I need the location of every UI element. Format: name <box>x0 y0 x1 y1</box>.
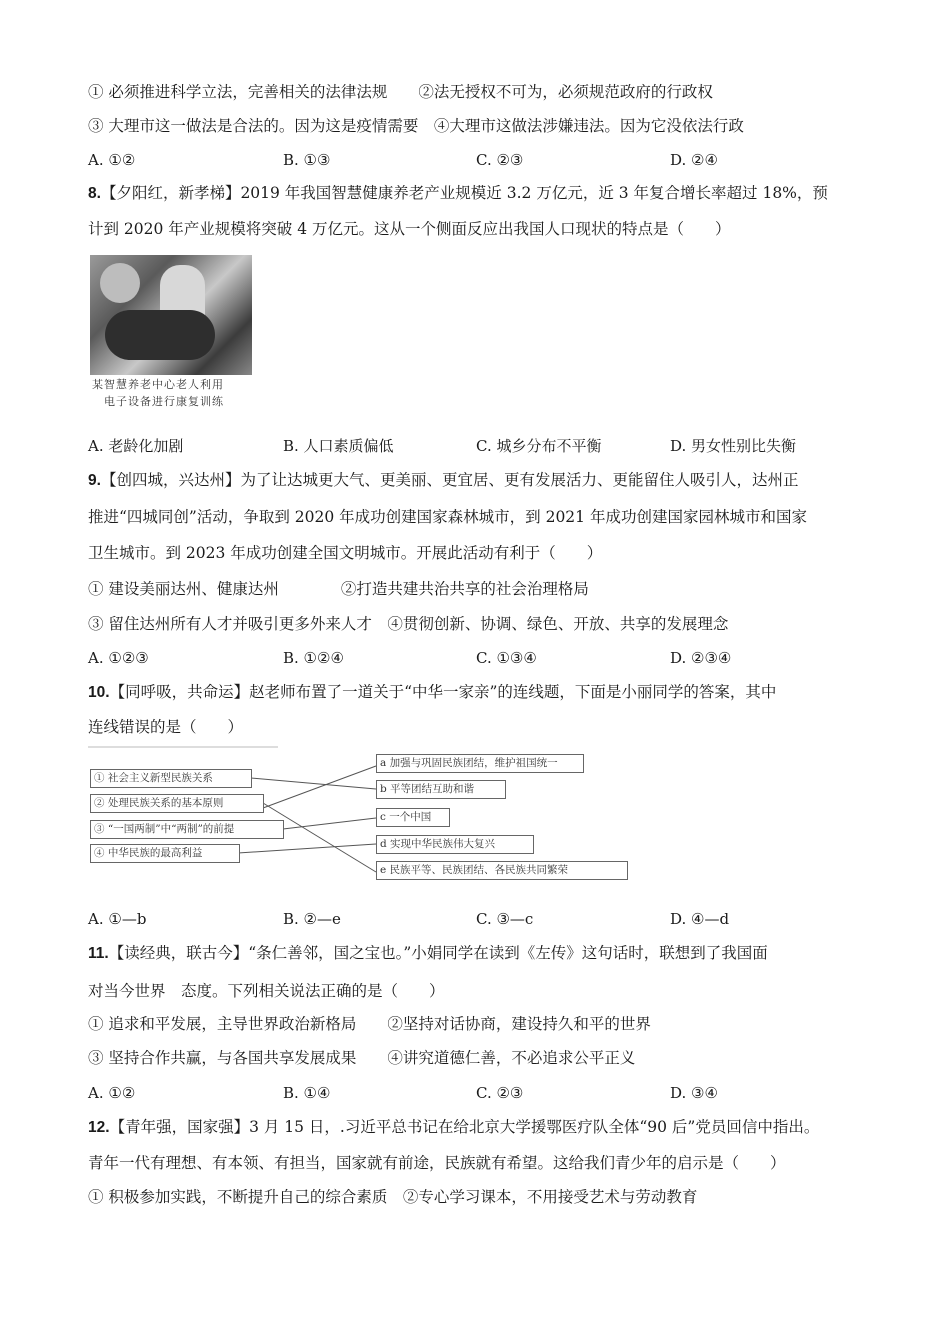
q12-stem-line-2: 青年一代有理想、有本领、有担当，国家就有前途，民族就有希望。这给我们青少年的启示是（ ） <box>88 1154 786 1172</box>
q9-number: 9. <box>88 472 101 489</box>
match-left-1: ① 社会主义新型民族关系 <box>90 769 252 788</box>
match-right-c: c 一个中国 <box>376 808 450 827</box>
q11-item-line-1: ① 追求和平发展，主导世界政治新格局 ②坚持对话协商，建设持久和平的世界 <box>88 1015 651 1033</box>
q10-stem-line-1 <box>88 682 776 703</box>
q10-number: 10. <box>88 684 110 701</box>
q12-item-line-1: ① 积极参加实践，不断提升自己的综合素质 ②专心学习课本，不用接受艺术与劳动教育 <box>88 1188 698 1206</box>
q12-number: 12. <box>88 1119 110 1136</box>
q11-option-b: B. ①④ <box>283 1084 331 1102</box>
q9-item-line-2: ③ 留住达州所有人才并吸引更多外来人才 ④贯彻创新、协调、绿色、开放、共享的发展理念 <box>88 615 729 633</box>
match-right-e: e 民族平等、民族团结、各民族共同繁荣 <box>376 861 628 880</box>
match-left-2: ② 处理民族关系的基本原则 <box>90 794 264 813</box>
q7-option-c: C. ②③ <box>476 151 524 169</box>
match-right-b: b 平等团结互助和谐 <box>376 780 506 799</box>
q11-stem-line-1 <box>88 943 768 964</box>
q9-option-c: C. ①③④ <box>476 649 537 667</box>
match-left-4: ④ 中华民族的最高利益 <box>90 844 240 863</box>
q8-option-d: D. 男女性别比失衡 <box>670 437 797 455</box>
q10-option-a: A. ①—b <box>88 910 147 928</box>
matching-diagram <box>88 745 648 895</box>
photo-shape <box>100 263 140 303</box>
q7-item-line-2: ③ 大理市这一做法是合法的。因为这是疫情需要 ④大理市这做法涉嫌违法。因为它没依法行政 <box>88 117 744 135</box>
q9-stem-line-3: 卫生城市。到 2023 年成功创建全国文明城市。开展此活动有利于（ ） <box>88 544 603 562</box>
q10-option-c: C. ③—c <box>476 910 534 928</box>
q9-item-line-1: ① 建设美丽达州、健康达州 ②打造共建共治共享的社会治理格局 <box>88 580 589 598</box>
q9-option-d: D. ②③④ <box>670 649 732 667</box>
q11-option-a: A. ①② <box>88 1084 136 1102</box>
q7-option-a: A. ①② <box>88 151 136 169</box>
q11-item-line-2: ③ 坚持合作共赢，与各国共享发展成果 ④讲究道德仁善，不必追求公平正义 <box>88 1049 636 1067</box>
q11-stem-line-2: 对当今世界 态度。下列相关说法正确的是（ ） <box>88 982 445 1000</box>
q11-option-d: D. ③④ <box>670 1084 718 1102</box>
q8-stem-text-1: 【夕阳红，新孝梯】2019 年我国智慧健康养老产业规模近 3.2 万亿元，近 3 年复合增长率超过 18%，预 <box>100 184 828 202</box>
q11-stem-text-1: 【读经典，联古今】“条仁善邻，国之宝也。”小娟同学在读到《左传》这句话时，联想到了我国面 <box>108 944 768 962</box>
q10-option-d: D. ④—d <box>670 910 730 928</box>
q9-stem-text-1: 【创四城，兴达州】为了让达城更大气、更美丽、更宜居、更有发展活力、更能留住人吸引人，达州正 <box>100 471 799 489</box>
q7-option-d: D. ②④ <box>670 151 718 169</box>
photo-caption-line-2: 电子设备进行康复训练 <box>104 395 224 408</box>
photo-shape <box>105 310 215 360</box>
q12-stem-text-1: 【青年强，国家强】3 月 15 日，.习近平总书记在给北京大学援鄂医疗队全体“90 后”党员回信中指出。 <box>109 1118 820 1136</box>
match-left-3: ③ “一国两制”中“两制”的前提 <box>90 820 284 839</box>
q7-item-line-1: ① 必须推进科学立法，完善相关的法律法规 ②法无授权不可为，必须规范政府的行政权 <box>88 83 713 101</box>
q11-option-c: C. ②③ <box>476 1084 524 1102</box>
q9-option-a: A. ①②③ <box>88 649 149 667</box>
q8-option-a: A. 老龄化加剧 <box>88 437 184 455</box>
q12-stem-line-1 <box>88 1117 819 1138</box>
q9-stem-line-2: 推进“四城同创”活动，争取到 2020 年成功创建国家森林城市，到 2021 年成功创建国家园林城市和国家 <box>88 508 807 526</box>
q8-stem-line-1 <box>88 183 828 204</box>
q11-number: 11. <box>88 945 109 962</box>
elderly-rehab-photo <box>90 255 252 375</box>
q8-option-c: C. 城乡分布不平衡 <box>476 437 602 455</box>
q8-option-b: B. 人口素质偏低 <box>283 437 394 455</box>
q9-stem-line-1 <box>88 470 798 491</box>
q10-stem-line-2: 连线错误的是（ ） <box>88 718 244 736</box>
match-right-a: a 加强与巩固民族团结，维护祖国统一 <box>376 754 584 773</box>
q8-stem-line-2: 计到 2020 年产业规模将突破 4 万亿元。这从一个侧面反应出我国人口现状的特点是（ ） <box>88 220 731 238</box>
q10-stem-text-1: 【同呼吸，共命运】赵老师布置了一道关于“中华一家亲”的连线题，下面是小丽同学的答案，其中 <box>109 683 777 701</box>
q7-option-b: B. ①③ <box>283 151 331 169</box>
q9-option-b: B. ①②④ <box>283 649 344 667</box>
q10-option-b: B. ②—e <box>283 910 341 928</box>
photo-caption-line-1: 某智慧养老中心老人利用 <box>92 378 224 391</box>
match-right-d: d 实现中华民族伟大复兴 <box>376 835 534 854</box>
q8-number: 8. <box>88 185 101 202</box>
